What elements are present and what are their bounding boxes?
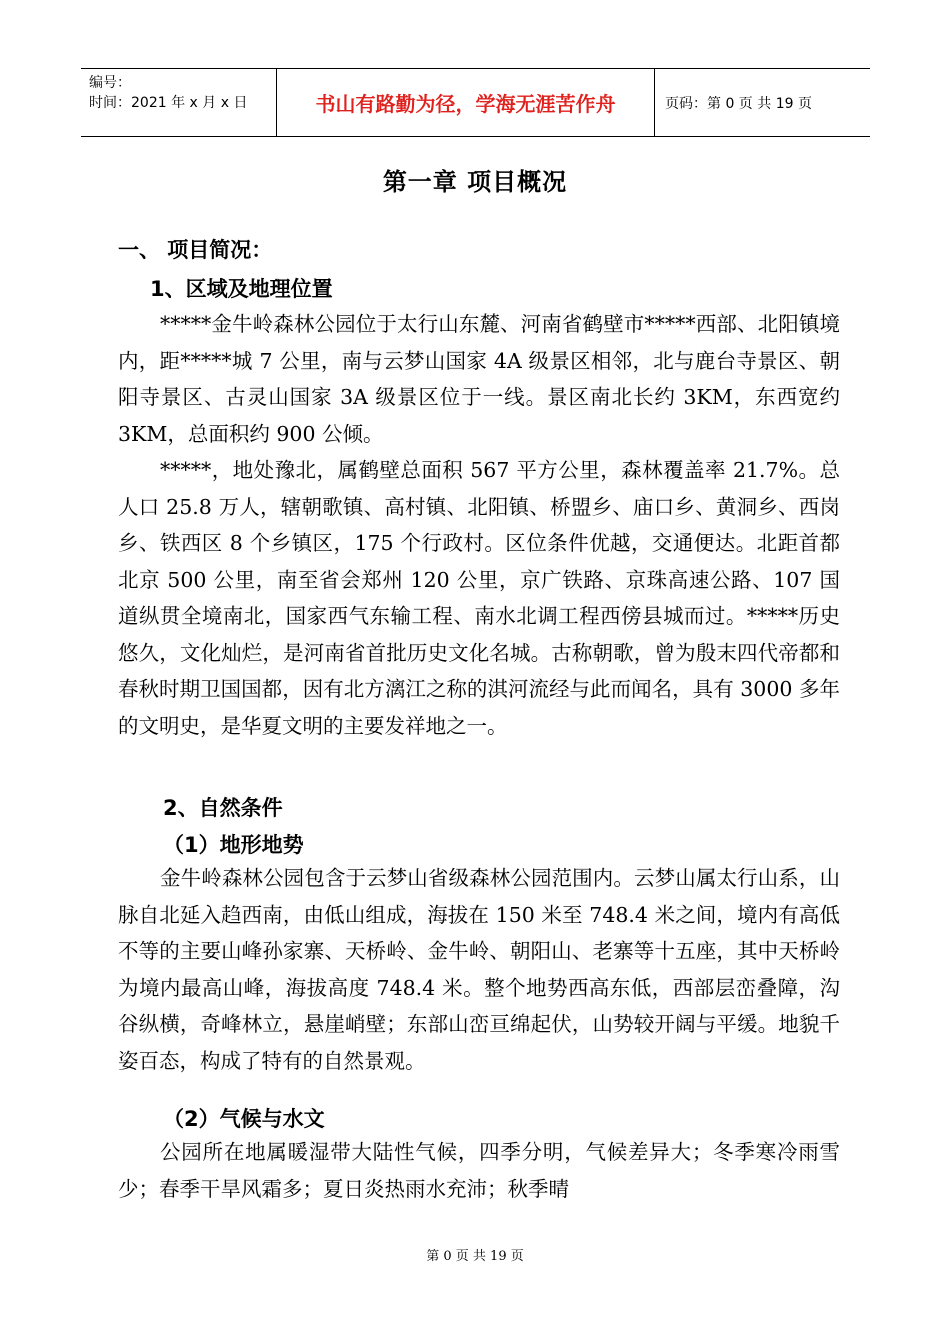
section-heading: 一、 项目简况： (118, 238, 273, 262)
page-header (81, 68, 870, 137)
number-label: 编号： (89, 75, 131, 91)
paragraph-region-overview: *****，地处豫北，属鹤壁总面积 567 平方公里，森林覆盖率 21.7%。总人口 25.8 万人，辖朝歌镇、高村镇、北阳镇、桥盟乡、庙口乡、黄洞乡、西岗乡、铁西区 8 个乡镇区，175 个行政村。区位条件优越，交通便达。北距首都北京 500 公里，南至省会郑州 120 公里，京广铁路、京珠高速公路、107 国道纵贯全境南北，国家西气东输工程、南水北调工程西傍县城而过。*****历史悠久，文化灿烂，是河南省首批历史文化名城。古称朝歌，曾为殷末四代帝都和春秋时期卫国国都，因有北方漓江之称的淇河流经与此而闻名，具有 3000 多年的文明史，是华夏文明的主要发祥地之一。 (118, 458, 840, 738)
paragraph-location: *****金牛岭森林公园位于太行山东麓、河南省鹤壁市*****西部、北阳镇境内，距*****城 7 公里，南与云梦山国家 4A 级景区相邻，北与鹿台寺景区、朝阳寺景区、古灵山国家 3A 级景区位于一线。景区南北长约 3KM，东西宽约 3KM，总面积约 900 公倾。 (118, 312, 840, 446)
chapter-title: 第一章 项目概况 (382, 168, 568, 196)
paragraph-terrain: 金牛岭森林公园包含于云梦山省级森林公园范围内。云梦山属太行山系，山脉自北延入趋西南，由低山组成，海拔在 150 米至 748.4 米之间，境内有高低不等的主要山峰孙家寨、天桥岭、金牛岭、朝阳山、老寨等十五座，其中天桥岭为境内最高山峰，海拔高度 748.4 米。整个地势西高东低，西部层峦叠障，沟谷纵横，奇峰林立，悬崖峭壁；东部山峦亘绵起伏，山势较开阔与平缓。地貌千姿百态，构成了特有的自然景观。 (118, 866, 840, 1073)
subsection-heading-location: 1、区域及地理位置 (150, 277, 333, 301)
time-label: 时间：2021 年 x 月 x 日 (89, 95, 248, 111)
header-page-info: 页码：第 0 页 共 19 页 (665, 95, 812, 112)
paragraph-climate: 公园所在地属暖湿带大陆性气候，四季分明，气候差异大；冬季寒冷雨雪少；春季干旱风霜多；夏日炎热雨水充沛；秋季晴 (118, 1140, 840, 1201)
subsection-heading-climate: （2）气候与水文 (163, 1107, 325, 1131)
header-motto: 书山有路勤为径，学海无涯苦作舟 (277, 69, 655, 136)
subsection-heading-terrain: （1）地形地势 (163, 833, 304, 857)
header-meta (81, 69, 277, 136)
page-footer: 第 0 页 共 19 页 (426, 1249, 524, 1264)
subsection-heading-natural: 2、自然条件 (163, 796, 283, 820)
